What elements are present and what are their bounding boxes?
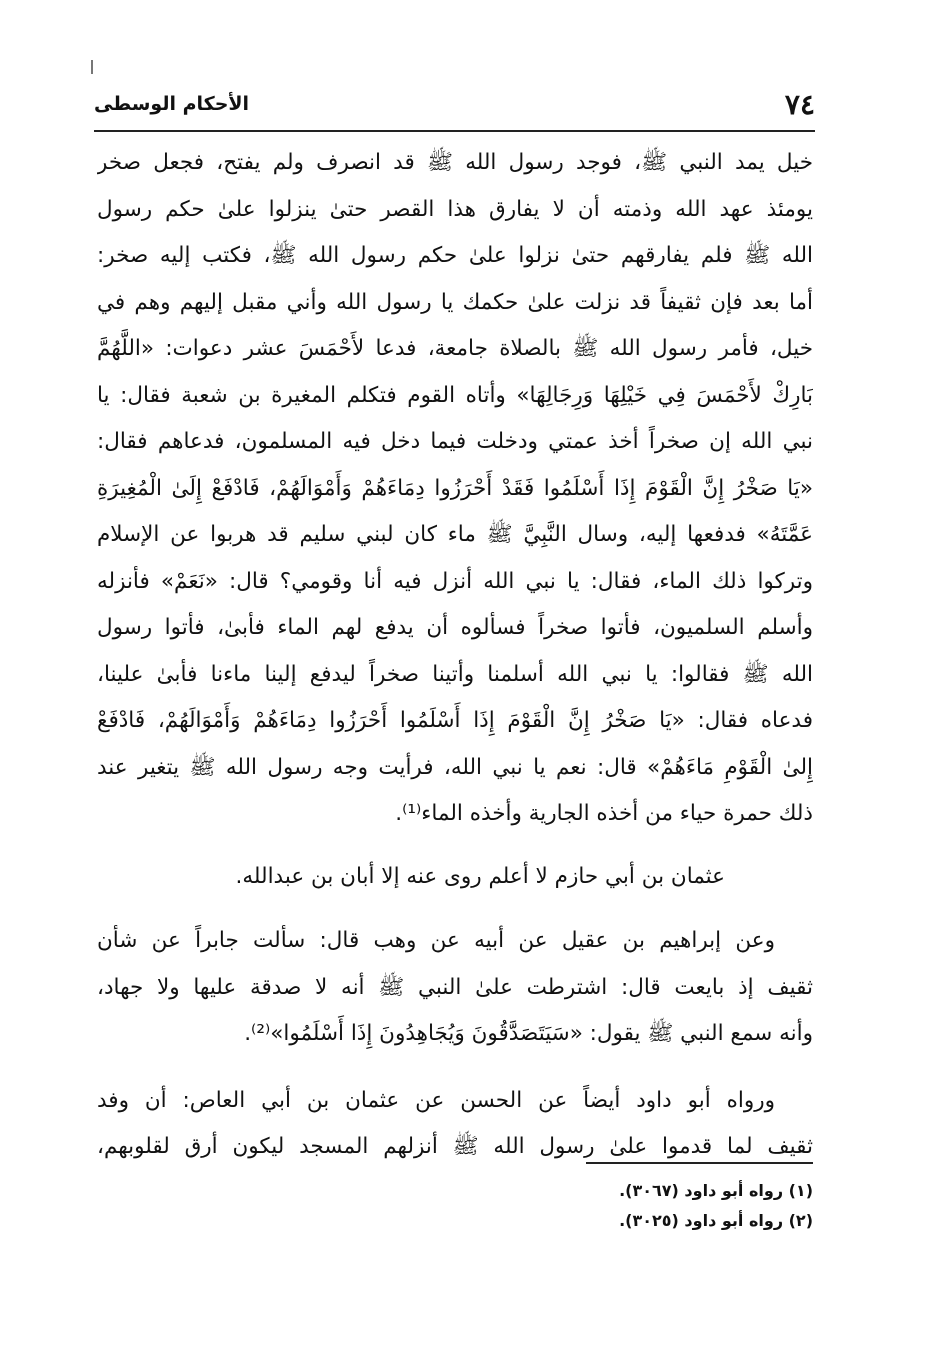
text-line: خيل يمد النبي ﷺ، فوجد رسول الله ﷺ قد انصرف ولم يفتح، فجعل صخر	[97, 150, 813, 175]
footnote-1: (١) رواه أبو داود (٣٠٦٧).	[619, 1181, 813, 1200]
text-line: عثمان بن أبي حازم لا أعلم روى عنه إلا أبان بن عبدالله.	[235, 863, 725, 889]
footnote-2: (٢) رواه أبو داود (٣٠٢٥).	[619, 1211, 813, 1230]
text-line: أما بعد فإن ثقيفاً قد نزلت علىٰ حكمك يا رسول الله وأني مقبل إليهم وهم في	[97, 289, 813, 315]
paragraph-4	[97, 1078, 813, 1171]
text-line: عَمَّتَهُ» فدفعها إليه، وسال النَّبِيَّ ﷺ ماء كان لبني سليم قد هربوا عن الإسلام	[97, 522, 813, 547]
body-text	[97, 140, 813, 1171]
text-line: وأنه سمع النبي ﷺ يقول: «سَيَتَصَدَّقُونَ وَيُجَاهِدُونَ إِذَا أَسْلَمُوا»⁽²⁾.	[244, 1021, 813, 1046]
page-number: ٧٤	[784, 87, 815, 121]
header-rule	[94, 130, 815, 132]
paragraph-1	[97, 140, 813, 838]
running-header	[94, 82, 815, 126]
text-line: بَارِكْ لأَحْمَسَ فِي خَيْلِهَا وَرِجَالِهَا» وأتاه القوم فتكلم المغيرة بن شعبة فقال: يا	[97, 382, 813, 408]
text-line: وعن إبراهيم بن عقيل عن أبيه عن وهب قال: سألت جابراً عن شأن	[97, 928, 775, 953]
text-line: الله ﷺ فلم يفارقهم حتىٰ نزلوا علىٰ حكم رسول الله ﷺ، فكتب إليه صخر:	[97, 243, 813, 268]
text-line: ثقيف لما قدموا علىٰ رسول الله ﷺ أنزلهم المسجد ليكون أرق لقلوبهم،	[97, 1134, 813, 1159]
paragraph-2	[97, 854, 813, 901]
text-line: «يَا صَخْرُ إِنَّ الْقَوْمَ إِذَا أَسْلَمُوا فَقَدْ أَحْرَزُوا دِمَاءَهُمْ وَأَمْوَالَهُمْ، فَادْفَعْ إِلَىٰ الْمُغِيرَةِ	[97, 475, 813, 501]
footnote-rule	[586, 1162, 813, 1164]
text-line: ذلك حمرة حياء من أخذه الجارية وأخذه الماء⁽¹⁾.	[395, 801, 813, 826]
text-line: وتركوا ذلك الماء، فقال: يا نبي الله أنزل فيه أنا وقومي؟ قال: «نَعَمْ» فأنزله	[97, 568, 813, 594]
text-line: إِلىٰ الْقَوْمِ مَاءَهُمْ» قال: نعم يا نبي الله، فرأيت وجه رسول الله ﷺ يتغير عند	[97, 754, 813, 780]
text-line: ورواه أبو داود أيضاً عن الحسن عن عثمان بن أبي العاص: أن وفد	[97, 1087, 775, 1113]
text-line: خيل، فأمر رسول الله ﷺ بالصلاة جامعة، فدعا لأَحْمَسَ عشر دعوات: «اللَّهُمَّ	[97, 336, 813, 361]
text-line: وأسلم السلميون، فأتوا صخراً فسألوه أن يدفع لهم الماء فأبىٰ، فأتوا رسول	[97, 615, 813, 640]
book-title: الأحكام الوسطى	[94, 93, 250, 115]
text-line: يومئذ عهد الله وذمته أن لا يفارق هذا القصر حتىٰ ينزلوا علىٰ حكم رسول	[97, 196, 813, 222]
text-line: نبي الله إن صخراً أخذ عمتي ودخلت فيما دخل فيه المسلمون، فدعاهم فقال:	[97, 429, 813, 454]
paragraph-3	[97, 918, 813, 1058]
text-line: الله ﷺ فقالوا: يا نبي الله أسلمنا وأتينا صخراً ليدفع إلينا ماءنا فأبىٰ علينا،	[97, 661, 813, 687]
footnotes	[97, 1176, 813, 1236]
text-line: فدعاه فقال: «يَا صَخْرُ إِنَّ الْقَوْمَ إِذَا أَسْلَمُوا أَحْرَزُوا دِمَاءَهُمْ وَأَمْوَالَهُمْ، فَادْفَعْ	[97, 708, 813, 733]
text-line: ثقيف إذ بايعت قال: اشترطت علىٰ النبي ﷺ أنه لا صدقة عليها ولا جهاد،	[97, 974, 813, 1000]
scan-mark	[91, 60, 93, 74]
